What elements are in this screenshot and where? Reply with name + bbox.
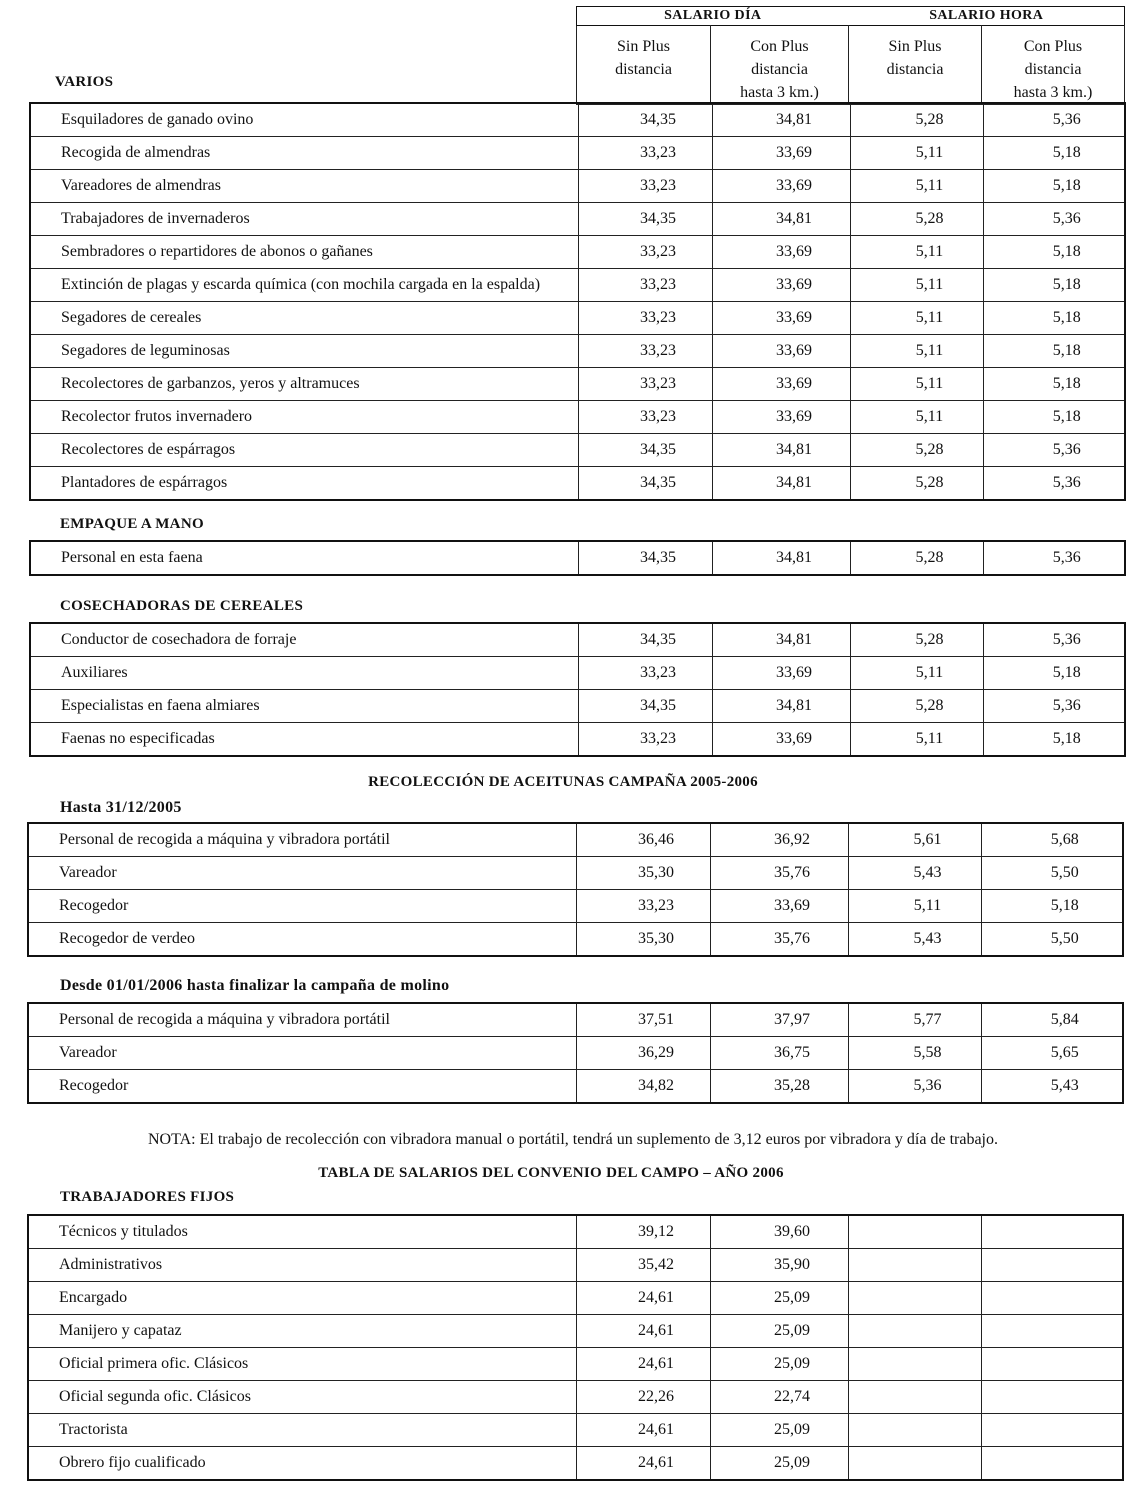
col-con-plus-dia: Con Plus distancia hasta 3 km.)	[711, 26, 849, 105]
row-value	[981, 1447, 1123, 1481]
row-value: 36,46	[576, 823, 710, 857]
row-label: Vareador	[28, 1037, 576, 1070]
row-value: 34,81	[712, 541, 850, 575]
row-label: Administrativos	[28, 1249, 576, 1282]
table-row	[30, 236, 1125, 269]
row-value: 24,61	[576, 1315, 710, 1348]
row-label: Recogedor	[28, 890, 576, 923]
row-value: 5,77	[848, 1003, 981, 1037]
header-table	[576, 6, 1125, 105]
row-value: 5,18	[981, 890, 1123, 923]
row-value: 5,11	[848, 890, 981, 923]
row-value	[981, 1315, 1123, 1348]
table-row	[28, 890, 1123, 923]
row-value: 5,68	[981, 823, 1123, 857]
row-value: 22,74	[710, 1381, 848, 1414]
row-value: 33,23	[578, 335, 712, 368]
row-label: Conductor de cosechadora de forraje	[30, 623, 578, 657]
row-value: 33,23	[578, 236, 712, 269]
row-value: 34,81	[712, 434, 850, 467]
col-sin-plus-dia: Sin Plus distancia	[577, 26, 711, 105]
table-row	[30, 269, 1125, 302]
row-value: 25,09	[710, 1282, 848, 1315]
row-value: 5,43	[848, 923, 981, 957]
row-value: 5,84	[981, 1003, 1123, 1037]
row-value: 34,81	[712, 203, 850, 236]
row-label: Sembradores o repartidores de abonos o gañanes	[30, 236, 578, 269]
row-value: 33,69	[712, 236, 850, 269]
tabla2006-heading: TABLA DE SALARIOS DEL CONVENIO DEL CAMPO – AÑO 2006	[318, 1165, 784, 1181]
row-label: Personal en esta faena	[30, 541, 578, 575]
row-label: Oficial primera ofic. Clásicos	[28, 1348, 576, 1381]
row-value: 25,09	[710, 1414, 848, 1447]
row-value: 33,23	[578, 723, 712, 757]
row-value: 35,76	[710, 857, 848, 890]
row-label: Recolector frutos invernadero	[30, 401, 578, 434]
row-value: 5,36	[983, 690, 1125, 723]
row-value: 33,69	[712, 302, 850, 335]
fijos-heading: TRABAJADORES FIJOS	[60, 1189, 235, 1205]
row-value: 5,65	[981, 1037, 1123, 1070]
row-value: 25,09	[710, 1447, 848, 1481]
row-value: 5,11	[850, 723, 983, 757]
row-value: 5,18	[983, 137, 1125, 170]
table-row	[28, 857, 1123, 890]
fijos-table	[27, 1214, 1124, 1481]
row-value: 34,35	[578, 103, 712, 137]
varios-table	[29, 102, 1126, 501]
row-value: 34,35	[578, 203, 712, 236]
cosechadoras-heading: COSECHADORAS DE CEREALES	[60, 598, 304, 614]
row-label: Auxiliares	[30, 657, 578, 690]
row-value: 33,69	[712, 137, 850, 170]
table-row	[30, 170, 1125, 203]
row-value: 5,61	[848, 823, 981, 857]
row-value: 5,28	[850, 103, 983, 137]
row-value: 33,23	[578, 137, 712, 170]
table-row	[28, 1249, 1123, 1282]
row-label: Técnicos y titulados	[28, 1215, 576, 1249]
table-row	[30, 723, 1125, 757]
row-value: 5,28	[850, 690, 983, 723]
row-value: 33,23	[578, 657, 712, 690]
row-value: 5,36	[983, 467, 1125, 501]
row-value	[848, 1414, 981, 1447]
row-value: 5,11	[850, 137, 983, 170]
row-value	[848, 1282, 981, 1315]
salario-hora-heading: SALARIO HORA	[929, 8, 1044, 23]
row-label: Especialistas en faena almiares	[30, 690, 578, 723]
row-value: 25,09	[710, 1315, 848, 1348]
row-value: 5,18	[983, 170, 1125, 203]
row-value: 5,28	[850, 203, 983, 236]
row-value: 5,11	[850, 302, 983, 335]
table-row	[30, 623, 1125, 657]
row-value: 5,28	[850, 434, 983, 467]
salario-dia-heading: SALARIO DÍA	[664, 8, 762, 23]
row-value: 35,42	[576, 1249, 710, 1282]
table-row	[28, 1003, 1123, 1037]
row-value: 33,69	[710, 890, 848, 923]
row-label: Tractorista	[28, 1414, 576, 1447]
table-row	[28, 1381, 1123, 1414]
row-value: 5,58	[848, 1037, 981, 1070]
table-row	[28, 1282, 1123, 1315]
row-value: 34,35	[578, 690, 712, 723]
row-value: 5,28	[850, 623, 983, 657]
row-value: 25,09	[710, 1348, 848, 1381]
row-value: 39,60	[710, 1215, 848, 1249]
row-label: Trabajadores de invernaderos	[30, 203, 578, 236]
table-row	[30, 137, 1125, 170]
row-value	[981, 1348, 1123, 1381]
row-value: 34,81	[712, 623, 850, 657]
row-value: 5,36	[983, 623, 1125, 657]
row-value: 5,43	[981, 1070, 1123, 1104]
row-label: Encargado	[28, 1282, 576, 1315]
row-label: Recogedor de verdeo	[28, 923, 576, 957]
row-value: 5,18	[983, 269, 1125, 302]
row-value: 33,69	[712, 368, 850, 401]
row-value: 35,76	[710, 923, 848, 957]
row-value: 5,36	[983, 103, 1125, 137]
row-value	[848, 1447, 981, 1481]
row-value: 5,18	[983, 335, 1125, 368]
aceitunas-hasta-table	[27, 822, 1124, 957]
table-row	[28, 1070, 1123, 1104]
row-value: 34,81	[712, 690, 850, 723]
row-value: 36,75	[710, 1037, 848, 1070]
table-row	[30, 434, 1125, 467]
row-value: 39,12	[576, 1215, 710, 1249]
row-value: 5,11	[850, 368, 983, 401]
row-value: 5,18	[983, 302, 1125, 335]
row-value: 5,11	[850, 236, 983, 269]
table-row	[30, 368, 1125, 401]
col-sin-plus-hora: Sin Plus distancia	[849, 26, 982, 105]
row-value: 34,82	[576, 1070, 710, 1104]
row-value: 5,36	[848, 1070, 981, 1104]
row-value: 5,50	[981, 923, 1123, 957]
table-row	[28, 923, 1123, 957]
row-value: 5,28	[850, 467, 983, 501]
table-row	[30, 203, 1125, 236]
row-value: 35,90	[710, 1249, 848, 1282]
row-value: 35,30	[576, 923, 710, 957]
row-value: 36,29	[576, 1037, 710, 1070]
row-label: Obrero fijo cualificado	[28, 1447, 576, 1481]
row-value: 34,81	[712, 103, 850, 137]
row-label: Faenas no especificadas	[30, 723, 578, 757]
table-row	[30, 103, 1125, 137]
table-row	[28, 823, 1123, 857]
row-value: 24,61	[576, 1447, 710, 1481]
table-row	[28, 1037, 1123, 1070]
row-label: Vareador	[28, 857, 576, 890]
row-value: 5,36	[983, 541, 1125, 575]
row-value	[848, 1215, 981, 1249]
table-row	[30, 541, 1125, 575]
row-value: 5,18	[983, 236, 1125, 269]
row-value: 37,97	[710, 1003, 848, 1037]
row-value	[848, 1249, 981, 1282]
row-value: 5,50	[981, 857, 1123, 890]
row-value: 34,35	[578, 467, 712, 501]
row-value: 33,69	[712, 335, 850, 368]
row-value: 5,11	[850, 335, 983, 368]
row-value: 34,35	[578, 434, 712, 467]
row-value: 5,36	[983, 203, 1125, 236]
table-row	[30, 467, 1125, 501]
row-value: 5,11	[850, 657, 983, 690]
row-value: 24,61	[576, 1282, 710, 1315]
row-value: 24,61	[576, 1414, 710, 1447]
row-label: Recogida de almendras	[30, 137, 578, 170]
row-value: 34,35	[578, 623, 712, 657]
row-value	[981, 1215, 1123, 1249]
row-value	[981, 1381, 1123, 1414]
row-value: 33,23	[578, 302, 712, 335]
desde-heading: Desde 01/01/2006 hasta finalizar la campaña de molino	[60, 977, 450, 994]
row-label: Segadores de leguminosas	[30, 335, 578, 368]
table-row	[28, 1315, 1123, 1348]
row-value: 34,81	[712, 467, 850, 501]
row-value	[848, 1348, 981, 1381]
row-value	[848, 1315, 981, 1348]
table-row	[30, 302, 1125, 335]
row-value: 33,23	[578, 269, 712, 302]
empaque-heading: EMPAQUE A MANO	[60, 516, 204, 532]
table-row	[30, 335, 1125, 368]
row-value: 33,69	[712, 723, 850, 757]
row-value: 35,30	[576, 857, 710, 890]
row-value: 33,23	[578, 368, 712, 401]
nota-text: NOTA: El trabajo de recolección con vibradora manual o portátil, tendrá un suplemento de 3,12 euros por vibradora y día de trabajo.	[148, 1131, 998, 1148]
row-label: Plantadores de espárragos	[30, 467, 578, 501]
row-value: 35,28	[710, 1070, 848, 1104]
row-value: 33,69	[712, 170, 850, 203]
row-value: 5,43	[848, 857, 981, 890]
row-value: 5,18	[983, 723, 1125, 757]
row-label: Personal de recogida a máquina y vibradora portátil	[28, 1003, 576, 1037]
col-con-plus-hora: Con Plus distancia hasta 3 km.)	[982, 26, 1125, 105]
row-value: 34,35	[578, 541, 712, 575]
row-label: Extinción de plagas y escarda química (con mochila cargada en la espalda)	[30, 269, 578, 302]
row-value	[848, 1381, 981, 1414]
row-label: Oficial segunda ofic. Clásicos	[28, 1381, 576, 1414]
varios-heading: VARIOS	[55, 74, 114, 90]
row-value: 5,18	[983, 368, 1125, 401]
row-value	[981, 1282, 1123, 1315]
aceitunas-heading: RECOLECCIÓN DE ACEITUNAS CAMPAÑA 2005-2006	[368, 774, 758, 790]
row-value: 5,11	[850, 401, 983, 434]
row-value	[981, 1249, 1123, 1282]
row-value: 5,18	[983, 657, 1125, 690]
row-label: Recolectores de garbanzos, yeros y altramuces	[30, 368, 578, 401]
row-value: 5,36	[983, 434, 1125, 467]
row-label: Esquiladores de ganado ovino	[30, 103, 578, 137]
row-value: 33,23	[578, 170, 712, 203]
row-value: 33,23	[576, 890, 710, 923]
table-row	[28, 1447, 1123, 1481]
row-value: 24,61	[576, 1348, 710, 1381]
row-label: Segadores de cereales	[30, 302, 578, 335]
row-value: 5,11	[850, 170, 983, 203]
row-label: Recolectores de espárragos	[30, 434, 578, 467]
row-value: 33,69	[712, 657, 850, 690]
row-value	[981, 1414, 1123, 1447]
row-label: Personal de recogida a máquina y vibradora portátil	[28, 823, 576, 857]
table-row	[30, 401, 1125, 434]
table-row	[30, 690, 1125, 723]
table-row	[28, 1414, 1123, 1447]
table-row	[30, 657, 1125, 690]
row-value: 22,26	[576, 1381, 710, 1414]
empaque-table	[29, 540, 1126, 576]
row-value: 37,51	[576, 1003, 710, 1037]
row-value: 5,28	[850, 541, 983, 575]
row-value: 33,23	[578, 401, 712, 434]
row-label: Manijero y capataz	[28, 1315, 576, 1348]
table-row	[28, 1215, 1123, 1249]
row-label: Recogedor	[28, 1070, 576, 1104]
row-value: 36,92	[710, 823, 848, 857]
aceitunas-desde-table	[27, 1002, 1124, 1104]
row-value: 5,18	[983, 401, 1125, 434]
cosechadoras-table	[29, 622, 1126, 757]
row-value: 5,11	[850, 269, 983, 302]
row-label: Vareadores de almendras	[30, 170, 578, 203]
row-value: 33,69	[712, 269, 850, 302]
row-value: 33,69	[712, 401, 850, 434]
hasta-heading: Hasta 31/12/2005	[60, 799, 182, 816]
table-row	[28, 1348, 1123, 1381]
